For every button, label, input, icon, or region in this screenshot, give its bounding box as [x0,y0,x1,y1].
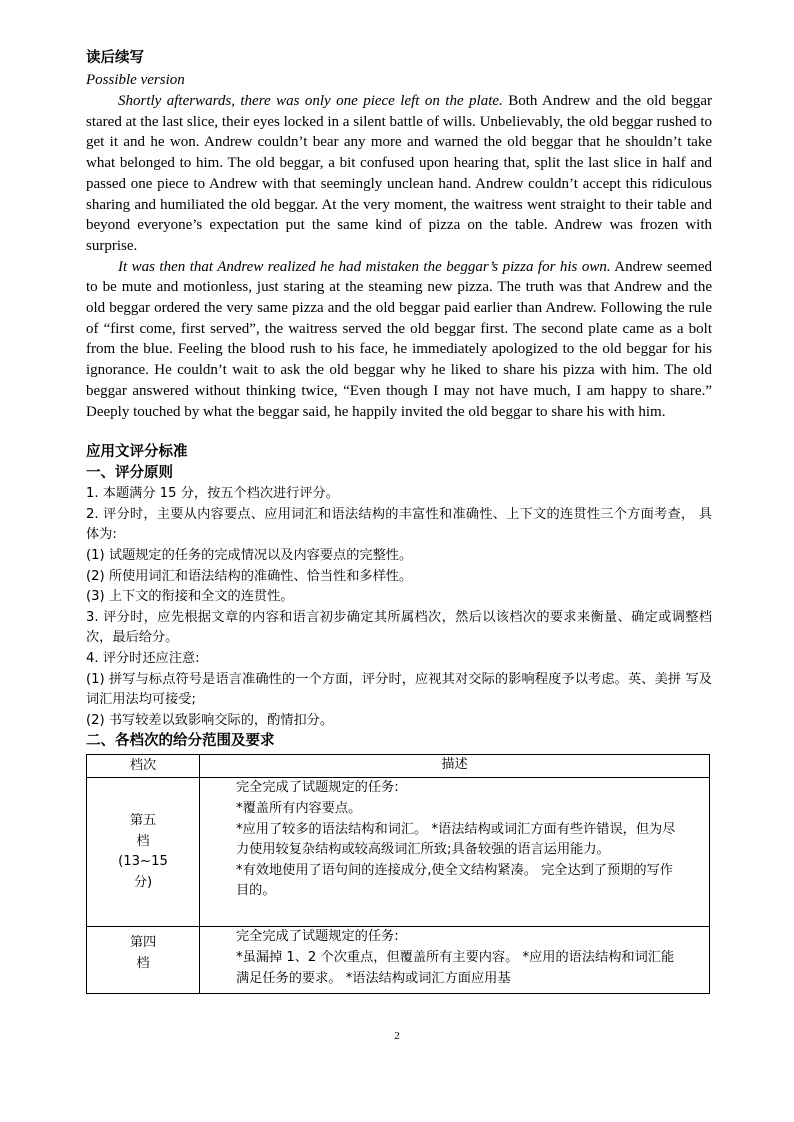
essay-paragraph-1 [86,91,712,257]
levels-title: 二、各档次的给分范围及要求 [86,733,275,750]
description-line: 完全完成了试题规定的任务: [236,929,399,945]
essay-lead-2: It was then that Andrew realized he had mistaken the beggar’s pizza for his own. [118,258,611,275]
principles-list [86,484,712,731]
description-cell [200,927,710,994]
principle-item: 4. 评分时还应注意: [86,651,200,666]
description-line: *覆盖所有内容要点。 [236,800,362,816]
header-description: 描述 [200,755,710,778]
essay-body-2: Andrew seemed to be mute and motionless, just staring at the steaming new pizza. The truth was that Andrew and the old beggar ordered the very same pizza and the old beggar paid earlier than Andrew. Following the rule of “first come, first served”, the waitress served the old beggar first. The second plate came as a bolt from the blue. Feeling the blood rush to his face, he immediately apologized to the old beggar for his ignorance. He couldn’t wait to ask the old beggar why he liked to share his pizza with him. The old beggar answered without thinking twice, “Even though I may not have much, I am happy to share.” Deeply touched by what the beggar said, he happily invited the old beggar to share his with him. [86,258,713,420]
page-number: 2 [394,1030,400,1042]
level-cell: 第四 档 [87,927,200,994]
description-cell [200,778,710,927]
principle-item: (3) 上下文的衔接和全文的连贯性。 [86,589,294,605]
table-row [87,927,710,994]
description-line: *有效地使用了语句间的连接成分,使全文结构紧凑。 完全达到了预期的写作目的。 [236,862,673,899]
principle-item: 2. 评分时，主要从内容要点、应用词汇和语法结构的丰富性和准确性、上下文的连贯性三个方面考查， 具体为: [86,506,712,543]
principle-item: (2) 所使用词汇和语法结构的准确性、恰当性和多样性。 [86,568,413,584]
table-row [87,778,710,927]
document-page [86,48,712,994]
rubric-table [86,754,710,994]
principle-item: (1) 试题规定的任务的完成情况以及内容要点的完整性。 [86,548,413,564]
possible-version-label: Possible version [86,72,185,88]
level-cell: 第五 档 (13~15 分) [87,778,200,927]
principle-item: 1. 本题满分 15 分，按五个档次进行评分。 [86,486,339,502]
description-line: *应用了较多的语法结构和词汇。 *语法结构或词汇方面有些许错误，但为尽力使用较复杂结构或较高级词汇所致;具备较强的语言运用能力。 [236,821,676,858]
section-title: 读后续写 [86,50,144,66]
essay-lead-1: Shortly afterwards, there was only one piece left on the plate. [118,93,503,109]
description-line: *虽漏掉 1、2 个次重点，但覆盖所有主要内容。 *应用的语法结构和词汇能满足任务的要求。 *语法结构或词汇方面应用基 [236,949,675,986]
essay [86,91,712,422]
principle-item: 3. 评分时，应先根据文章的内容和语言初步确定其所属档次，然后以该档次的要求来衡量、确定或调整档次，最后给分。 [86,609,712,646]
principle-item: (1) 拼写与标点符号是语言准确性的一个方面，评分时，应视其对交际的影响程度予以考虑。英、美拼 写及词汇用法均可接受; [86,671,712,708]
criteria-title: 应用文评分标准 [86,444,188,461]
description-line: 完全完成了试题规定的任务: [236,780,399,796]
principles-title: 一、评分原则 [86,465,173,482]
essay-body-1: Both Andrew and the old beggar stared at the last slice, their eyes locked in a silent battle of wills. Unbelievably, the old beggar rushed to get it and he won. Andrew couldn’t bear any more and warned the old beggar that he shouldn’t take what belonged to him. The old beggar, a bit confused upon hearing that, split the last slice in half and passed one piece to Andrew with that seemingly unclean hand. Andrew couldn’t accept this ridiculous sharing and humiliated the old beggar. At the very moment, the waitress went straight to their table and beyond everyone’s expectation put the same kind of pizza on the table. Andrew was frozen with surprise. [86,93,712,254]
principle-item: (2) 书写较差以致影响交际的，酌情扣分。 [86,712,334,728]
header-level: 档次 [87,755,200,778]
essay-paragraph-2 [86,257,712,423]
table-header-row [87,755,710,778]
